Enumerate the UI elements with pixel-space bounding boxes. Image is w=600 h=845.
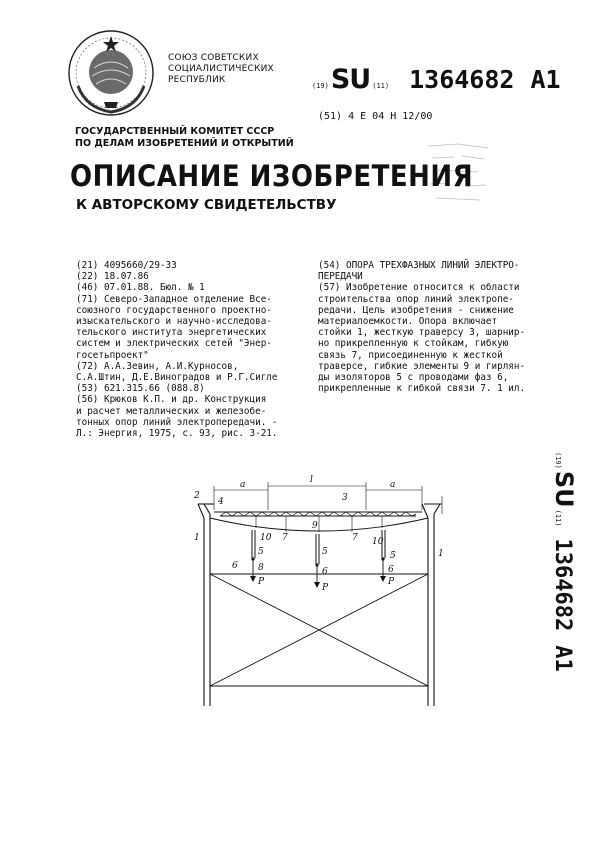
- code-19: (19): [312, 82, 329, 90]
- document-subtitle: К АВТОРСКОМУ СВИДЕТЕЛЬСТВУ: [76, 197, 337, 213]
- union-name: [168, 53, 274, 86]
- abstract-line: прикрепленные к гибкой связи 7. 1 ил.: [318, 383, 526, 395]
- biblio-line: союзного государственного проектно-: [76, 304, 272, 316]
- biblio-line: (72) А.А.Зевин, А.И.Курносов,: [76, 360, 239, 372]
- dimension-lines: [214, 482, 442, 514]
- left-post: [198, 504, 214, 706]
- biblio-line: изыскательского и научно-исследова-: [76, 316, 272, 328]
- abstract-line: ды изоляторов 5 с проводами фаз 6,: [318, 372, 509, 384]
- union-line: РЕСПУБЛИК: [168, 75, 226, 85]
- abstract-line: связь 7, присоединенную к жесткой: [318, 349, 503, 361]
- state-emblem-icon: [66, 28, 156, 118]
- label-a: a: [240, 480, 246, 490]
- insulator-strings: [252, 530, 385, 564]
- country-code: SU: [330, 64, 371, 95]
- label-p: P: [388, 577, 395, 587]
- label-10: 10: [372, 537, 384, 547]
- patent-number: 1364682: [550, 538, 575, 632]
- abstract-line: материалоемкости. Опора включает: [318, 316, 498, 328]
- committee-line: ПО ДЕЛАМ ИЗОБРЕТЕНИЙ И ОТКРЫТИЙ: [75, 138, 294, 149]
- abstract: [318, 260, 548, 394]
- right-post: [422, 504, 442, 706]
- label-6: 6: [388, 565, 394, 575]
- label-p: P: [258, 577, 265, 587]
- biblio-line: госетьпроект": [76, 349, 149, 361]
- patent-number-line: [312, 64, 561, 95]
- abstract-line: траверсе, гибкие элементы 9 и гирлян-: [318, 360, 526, 372]
- abstract-line: но прикрепленную к стойкам, гибкую: [318, 338, 509, 350]
- biblio-line: Л.: Энергия, 1975, с. 93, рис. 3-21.: [76, 428, 278, 440]
- label-1: 1: [438, 549, 444, 559]
- abstract-line: стойки 1, жесткую траверсу 3, шарнир-: [318, 327, 526, 339]
- label-2: 2: [194, 491, 200, 501]
- union-line: СОЮЗ СОВЕТСКИХ: [168, 53, 259, 63]
- ipc-classification: (51) 4 E 04 H 12/00: [318, 111, 433, 122]
- label-a: a: [390, 480, 396, 490]
- label-5: 5: [390, 551, 396, 561]
- biblio-line: (22) 18.07.86: [76, 271, 149, 283]
- biblio-line: тельского института энергетических: [76, 327, 267, 339]
- label-1: 1: [194, 533, 200, 543]
- biblio-line: систем и электрических сетей "Энер-: [76, 338, 272, 350]
- label-6: 6: [322, 567, 328, 577]
- label-8: 8: [258, 563, 264, 573]
- biblio-line: (71) Северо-Западное отделение Всe-: [76, 293, 272, 305]
- code-11: (11): [554, 509, 562, 527]
- committee-line: ГОСУДАРСТВЕННЫЙ КОМИТЕТ СССР: [75, 126, 275, 137]
- rigid-traverse: [214, 512, 422, 516]
- patent-number: 1364682: [409, 65, 515, 94]
- patent-kind: A1: [550, 645, 575, 672]
- biblio-line: С.А.Штин, Д.Е.Виноградов и Р.Г.Сигле: [76, 372, 278, 384]
- country-code: SU: [550, 470, 578, 508]
- abstract-line: (57) Изобретение относится к области: [318, 282, 520, 294]
- label-p: P: [322, 583, 329, 593]
- vertical-patent-number: [548, 452, 580, 692]
- label-5: 5: [258, 547, 264, 557]
- code-11: (11): [372, 82, 390, 90]
- biblio-line: тонных опор линий электропередачи. -: [76, 416, 278, 428]
- union-line: СОЦИАЛИСТИЧЕСКИХ: [168, 64, 274, 74]
- label-4: 4: [218, 497, 224, 507]
- label-10: 10: [260, 533, 272, 543]
- state-committee: [75, 126, 294, 150]
- code-19: (19): [554, 452, 562, 469]
- document-title: ОПИСАНИЕ ИЗОБРЕТЕНИЯ: [70, 160, 474, 194]
- abstract-line: ПЕРЕДАЧИ: [318, 271, 363, 283]
- biblio-line: и расчет металлических и железобе-: [76, 405, 267, 417]
- biblio-line: (21) 4095660/29-33: [76, 260, 177, 271]
- label-5: 5: [322, 547, 328, 557]
- label-6: 6: [232, 561, 238, 571]
- patent-kind: A1: [530, 65, 561, 94]
- biblio-line: (53) 621.315.66 (088.8): [76, 383, 205, 395]
- abstract-line: (54) ОПОРА ТРЕХФАЗНЫХ ЛИНИЙ ЭЛЕКТРО-: [318, 260, 520, 271]
- abstract-line: редачи. Цель изобретения - снижение: [318, 304, 514, 316]
- abstract-line: строительства опор линий электропе-: [318, 293, 514, 305]
- tower-drawing: [186, 474, 456, 714]
- load-arrows: [253, 560, 383, 584]
- bibliographic-data: [76, 260, 306, 439]
- cross-bracing: [210, 574, 428, 686]
- flexible-elements: [256, 516, 382, 532]
- biblio-line: (46) 07.01.88. Бюл. № 1: [76, 282, 205, 294]
- label-7: 7: [352, 533, 358, 543]
- label-l: l: [310, 475, 313, 485]
- label-3: 3: [342, 493, 348, 503]
- label-9: 9: [312, 521, 318, 531]
- biblio-line: (56) Крюков К.П. и др. Конструкция: [76, 394, 267, 406]
- label-7: 7: [282, 533, 288, 543]
